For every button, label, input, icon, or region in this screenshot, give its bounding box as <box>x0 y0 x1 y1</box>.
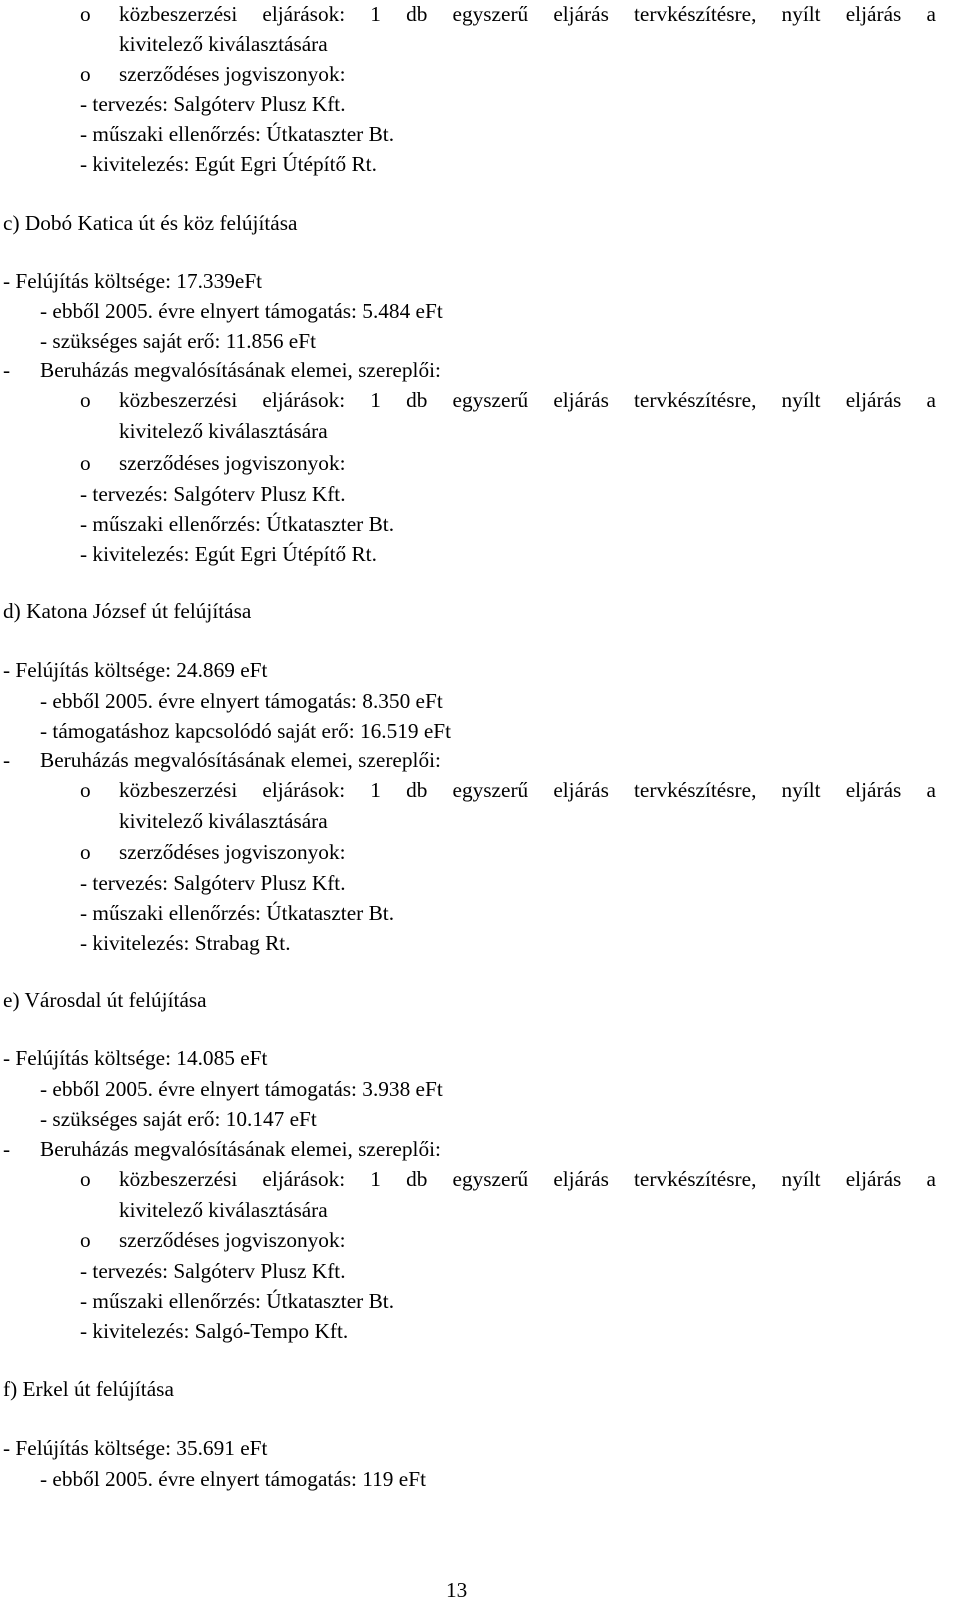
bullet-text <box>119 1164 936 1194</box>
contract-line: - kivitelezés: Egút Egri Útépítő Rt. <box>80 152 377 176</box>
word: nyílt <box>781 778 821 802</box>
word: egyszerű <box>452 1167 529 1191</box>
elements-heading: Beruházás megvalósításának elemei, szereplői: <box>40 358 441 382</box>
word: eljárás <box>845 388 902 412</box>
word: 1 <box>370 2 381 26</box>
dash-marker: - <box>3 1137 11 1161</box>
section-heading: e) Városdal út felújítása <box>3 988 207 1012</box>
bullet-marker: o <box>80 451 91 475</box>
bullet-marker: o <box>80 388 91 412</box>
section-heading: d) Katona József út felújítása <box>3 599 252 623</box>
word: 1 <box>370 778 381 802</box>
word: db <box>406 1167 428 1191</box>
bullet-marker: o <box>80 62 91 86</box>
word: db <box>406 778 428 802</box>
word: eljárás <box>845 778 902 802</box>
dash-marker: - <box>3 358 11 382</box>
word: egyszerű <box>452 778 529 802</box>
section-heading: c) Dobó Katica út és köz felújítása <box>3 211 298 235</box>
word: közbeszerzési <box>119 778 238 802</box>
contract-line: - tervezés: Salgóterv Plusz Kft. <box>80 1259 346 1283</box>
word: közbeszerzési <box>119 388 238 412</box>
bullet-text: szerződéses jogviszonyok: <box>119 451 346 475</box>
page-number: 13 <box>446 1578 468 1602</box>
word: db <box>406 2 428 26</box>
cost-line: - Felújítás költsége: 17.339eFt <box>3 269 263 293</box>
word: eljárások: <box>262 2 346 26</box>
word: egyszerű <box>452 388 529 412</box>
bullet-text <box>119 775 936 805</box>
word: közbeszerzési <box>119 1167 238 1191</box>
own-funds-line: - szükséges saját erő: 11.856 eFt <box>40 329 317 353</box>
cost-line: - Felújítás költsége: 35.691 eFt <box>3 1436 268 1460</box>
word: eljárások: <box>262 778 346 802</box>
word: tervkészítésre, <box>634 778 757 802</box>
word: eljárás <box>845 2 902 26</box>
bullet-text-continued: kivitelező kiválasztására <box>119 419 328 443</box>
elements-heading: Beruházás megvalósításának elemei, szereplői: <box>40 1137 441 1161</box>
word: 1 <box>370 1167 381 1191</box>
contract-line: - tervezés: Salgóterv Plusz Kft. <box>80 871 346 895</box>
word: eljárások: <box>262 388 346 412</box>
bullet-text: szerződéses jogviszonyok: <box>119 840 346 864</box>
bullet-marker: o <box>80 1228 91 1252</box>
dash-marker: - <box>3 748 11 772</box>
own-funds-line: - szükséges saját erő: 10.147 eFt <box>40 1107 317 1131</box>
word: közbeszerzési <box>119 2 238 26</box>
bullet-text <box>119 385 936 415</box>
own-funds-line: - támogatáshoz kapcsolódó saját erő: 16.519 eFt <box>40 719 452 743</box>
word: eljárás <box>553 2 609 26</box>
word: tervkészítésre, <box>634 2 757 26</box>
contract-line: - műszaki ellenőrzés: Útkataszter Bt. <box>80 901 395 925</box>
subsidy-line: - ebből 2005. évre elnyert támogatás: 8.350 eFt <box>40 689 443 713</box>
contract-line: - tervezés: Salgóterv Plusz Kft. <box>80 92 346 116</box>
bullet-text-continued: kivitelező kiválasztására <box>119 1198 328 1222</box>
bullet-marker: o <box>80 2 91 26</box>
bullet-marker: o <box>80 840 91 864</box>
word: eljárások: <box>262 1167 346 1191</box>
elements-heading: Beruházás megvalósításának elemei, szereplői: <box>40 748 441 772</box>
subsidy-line: - ebből 2005. évre elnyert támogatás: 5.484 eFt <box>40 299 443 323</box>
bullet-text-continued: kivitelező kiválasztására <box>119 809 328 833</box>
contract-line: - műszaki ellenőrzés: Útkataszter Bt. <box>80 512 395 536</box>
contract-line: - kivitelezés: Salgó-Tempo Kft. <box>80 1319 349 1343</box>
word: eljárás <box>553 388 609 412</box>
word: a <box>926 2 936 26</box>
contract-line: - műszaki ellenőrzés: Útkataszter Bt. <box>80 1289 395 1313</box>
word: eljárás <box>553 778 609 802</box>
word: db <box>406 388 428 412</box>
contract-line: - tervezés: Salgóterv Plusz Kft. <box>80 482 346 506</box>
subsidy-line: - ebből 2005. évre elnyert támogatás: 3.938 eFt <box>40 1077 443 1101</box>
word: a <box>926 1167 936 1191</box>
contract-line: - műszaki ellenőrzés: Útkataszter Bt. <box>80 122 395 146</box>
bullet-text <box>119 0 936 29</box>
word: nyílt <box>781 1167 821 1191</box>
word: nyílt <box>781 2 821 26</box>
section-heading: f) Erkel út felújítása <box>3 1377 174 1401</box>
bullet-text: szerződéses jogviszonyok: <box>119 1228 346 1252</box>
bullet-text: szerződéses jogviszonyok: <box>119 62 346 86</box>
cost-line: - Felújítás költsége: 24.869 eFt <box>3 658 268 682</box>
word: a <box>926 778 936 802</box>
word: eljárás <box>845 1167 902 1191</box>
word: eljárás <box>553 1167 609 1191</box>
contract-line: - kivitelezés: Egút Egri Útépítő Rt. <box>80 542 377 566</box>
word: nyílt <box>781 388 821 412</box>
bullet-marker: o <box>80 778 91 802</box>
word: a <box>926 388 936 412</box>
bullet-text-continued: kivitelező kiválasztására <box>119 32 328 56</box>
word: egyszerű <box>452 2 529 26</box>
word: tervkészítésre, <box>634 388 757 412</box>
contract-line: - kivitelezés: Strabag Rt. <box>80 931 291 955</box>
word: 1 <box>370 388 381 412</box>
bullet-marker: o <box>80 1167 91 1191</box>
word: tervkészítésre, <box>634 1167 757 1191</box>
subsidy-line: - ebből 2005. évre elnyert támogatás: 119 eFt <box>40 1467 426 1491</box>
cost-line: - Felújítás költsége: 14.085 eFt <box>3 1046 268 1070</box>
